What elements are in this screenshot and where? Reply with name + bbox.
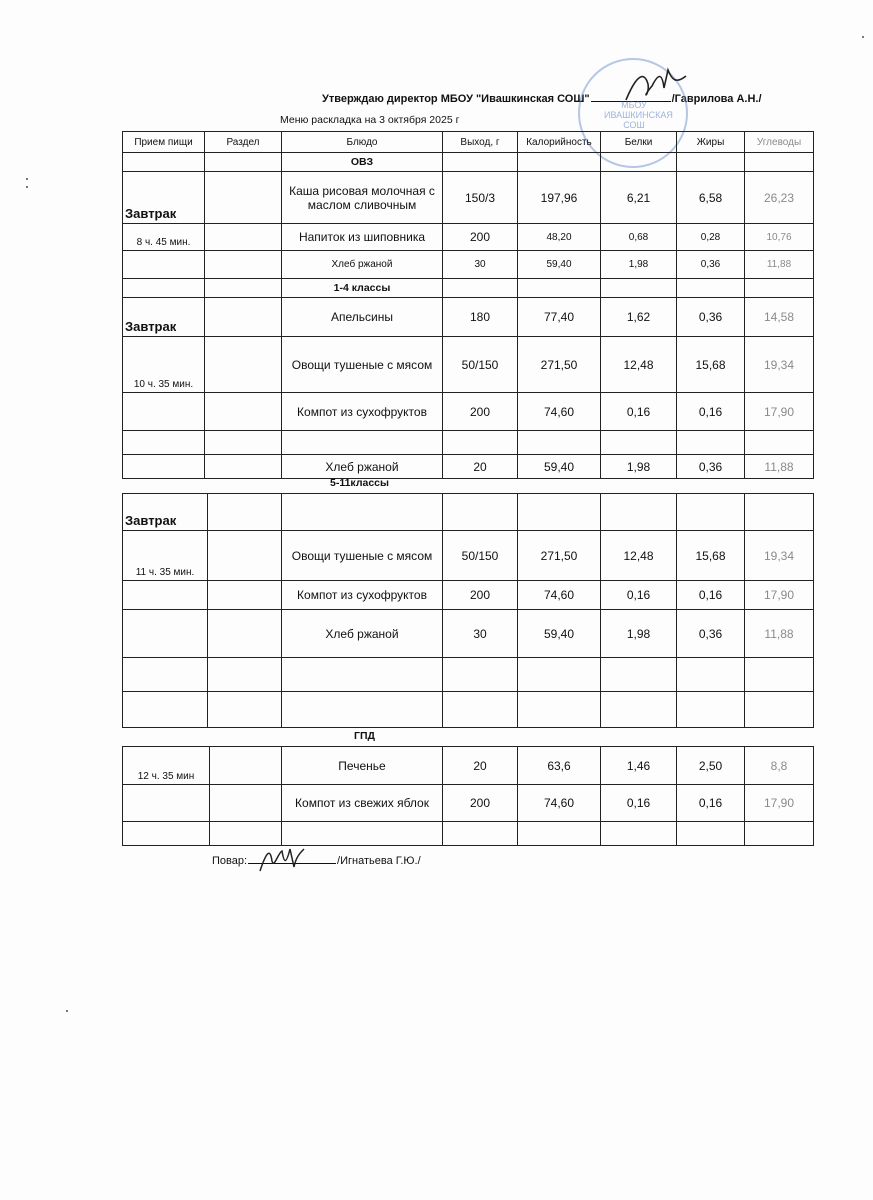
dish-name: Хлеб ржаной bbox=[282, 251, 443, 279]
dish-output: 200 bbox=[443, 581, 518, 610]
dish-calories: 197,96 bbox=[518, 172, 601, 224]
dish-calories: 74,60 bbox=[518, 581, 601, 610]
dish-fat: 15,68 bbox=[677, 531, 745, 581]
cook-signature bbox=[256, 843, 306, 875]
header-section: Раздел bbox=[205, 132, 282, 153]
table-row bbox=[123, 581, 814, 610]
dish-name: Овощи тушеные с мясом bbox=[282, 337, 443, 393]
dish-fat: 6,58 bbox=[677, 172, 745, 224]
scan-speck bbox=[26, 186, 28, 188]
dish-protein: 1,98 bbox=[601, 455, 677, 479]
dish-name: Хлеб ржаной bbox=[282, 455, 443, 479]
dish-name: Каша рисовая молочная с маслом сливочным bbox=[282, 172, 443, 224]
section-row bbox=[123, 279, 814, 298]
table-row bbox=[123, 431, 814, 455]
dish-calories: 74,60 bbox=[518, 785, 601, 822]
menu-table-5-11 bbox=[122, 493, 814, 728]
dish-carbs: 14,58 bbox=[745, 298, 814, 337]
dish-fat: 0,16 bbox=[677, 785, 745, 822]
menu-title: Меню раскладка на 3 октября 2025 г bbox=[280, 114, 460, 126]
dish-calories: 74,60 bbox=[518, 393, 601, 431]
header-calories: Калорийность bbox=[518, 132, 601, 153]
meal-name: Завтрак bbox=[123, 494, 208, 531]
dish-protein: 1,62 bbox=[601, 298, 677, 337]
meal-time: 11 ч. 35 мин. bbox=[123, 531, 208, 581]
approval-line bbox=[322, 91, 762, 105]
dish-fat: 0,16 bbox=[677, 393, 745, 431]
dish-output: 200 bbox=[443, 785, 518, 822]
header-dish: Блюдо bbox=[282, 132, 443, 153]
dish-output: 20 bbox=[443, 747, 518, 785]
dish-protein: 1,98 bbox=[601, 251, 677, 279]
dish-protein: 0,68 bbox=[601, 224, 677, 251]
table-row bbox=[123, 455, 814, 479]
dish-calories: 59,40 bbox=[518, 455, 601, 479]
dish-name: Компот из сухофруктов bbox=[282, 581, 443, 610]
dish-output: 20 bbox=[443, 455, 518, 479]
dish-protein: 12,48 bbox=[601, 337, 677, 393]
meal-time: 12 ч. 35 мин bbox=[123, 747, 210, 785]
header-protein: Белки bbox=[601, 132, 677, 153]
dish-protein: 1,98 bbox=[601, 610, 677, 658]
header-fat: Жиры bbox=[677, 132, 745, 153]
dish-calories: 63,6 bbox=[518, 747, 601, 785]
dish-carbs: 17,90 bbox=[745, 785, 814, 822]
header-row bbox=[123, 132, 814, 153]
menu-table-main bbox=[122, 131, 814, 479]
dish-name: Компот из свежих яблок bbox=[282, 785, 443, 822]
section-5-11: 5-11классы bbox=[330, 477, 389, 489]
dish-carbs: 19,34 bbox=[745, 337, 814, 393]
meal-name: Завтрак bbox=[123, 172, 205, 224]
table-row bbox=[123, 822, 814, 846]
dish-carbs: 11,88 bbox=[745, 610, 814, 658]
menu-table-gpd bbox=[122, 746, 814, 846]
dish-fat: 0,28 bbox=[677, 224, 745, 251]
approval-text: Утверждаю директор МБОУ "Ивашкинская СОШ" bbox=[322, 93, 590, 105]
dish-protein: 6,21 bbox=[601, 172, 677, 224]
dish-fat: 0,36 bbox=[677, 455, 745, 479]
dish-calories: 48,20 bbox=[518, 224, 601, 251]
dish-name: Овощи тушеные с мясом bbox=[282, 531, 443, 581]
dish-name: Хлеб ржаной bbox=[282, 610, 443, 658]
dish-carbs: 26,23 bbox=[745, 172, 814, 224]
dish-carbs: 17,90 bbox=[745, 581, 814, 610]
table-row bbox=[123, 172, 814, 224]
table-row bbox=[123, 393, 814, 431]
dish-protein: 0,16 bbox=[601, 581, 677, 610]
dish-fat: 0,36 bbox=[677, 610, 745, 658]
dish-fat: 0,36 bbox=[677, 298, 745, 337]
dish-fat: 0,36 bbox=[677, 251, 745, 279]
table-row bbox=[123, 531, 814, 581]
dish-name: Напиток из шиповника bbox=[282, 224, 443, 251]
dish-carbs: 11,88 bbox=[745, 455, 814, 479]
dish-calories: 77,40 bbox=[518, 298, 601, 337]
dish-fat: 0,16 bbox=[677, 581, 745, 610]
table-row bbox=[123, 785, 814, 822]
stamp-text: МБОУ ИВАШКИНСКАЯ СОШ bbox=[604, 100, 673, 130]
table-row bbox=[123, 494, 814, 531]
scan-speck bbox=[26, 178, 28, 180]
dish-protein: 0,16 bbox=[601, 785, 677, 822]
dish-carbs: 19,34 bbox=[745, 531, 814, 581]
dish-calories: 271,50 bbox=[518, 337, 601, 393]
meal-name: Завтрак bbox=[123, 298, 205, 337]
dish-carbs: 17,90 bbox=[745, 393, 814, 431]
header-meal: Прием пищи bbox=[123, 132, 205, 153]
dish-output: 30 bbox=[443, 610, 518, 658]
meal-time: 10 ч. 35 мин. bbox=[123, 337, 205, 393]
dish-name: Компот из сухофруктов bbox=[282, 393, 443, 431]
section-row bbox=[123, 153, 814, 172]
approver-name: /Гаврилова А.Н./ bbox=[671, 93, 762, 105]
dish-protein: 1,46 bbox=[601, 747, 677, 785]
dish-carbs: 10,76 bbox=[745, 224, 814, 251]
table-row bbox=[123, 251, 814, 279]
dish-output: 200 bbox=[443, 224, 518, 251]
table-row bbox=[123, 747, 814, 785]
dish-calories: 59,40 bbox=[518, 610, 601, 658]
scan-speck bbox=[66, 1010, 68, 1012]
dish-carbs: 8,8 bbox=[745, 747, 814, 785]
table-row bbox=[123, 337, 814, 393]
dish-carbs: 11,88 bbox=[745, 251, 814, 279]
dish-calories: 271,50 bbox=[518, 531, 601, 581]
section-ovz: ОВЗ bbox=[282, 153, 443, 172]
section-gpd: ГПД bbox=[354, 730, 375, 742]
meal-time: 8 ч. 45 мин. bbox=[123, 224, 205, 251]
table-row bbox=[123, 692, 814, 728]
section-1-4: 1-4 классы bbox=[282, 279, 443, 298]
scan-speck bbox=[862, 36, 864, 38]
cook-label: Повар: bbox=[212, 855, 248, 867]
dish-name: Апельсины bbox=[282, 298, 443, 337]
dish-protein: 12,48 bbox=[601, 531, 677, 581]
dish-output: 30 bbox=[443, 251, 518, 279]
director-signature bbox=[622, 66, 692, 106]
table-row bbox=[123, 658, 814, 692]
dish-output: 50/150 bbox=[443, 531, 518, 581]
header-output: Выход, г bbox=[443, 132, 518, 153]
dish-output: 50/150 bbox=[443, 337, 518, 393]
cook-name: /Игнатьева Г.Ю./ bbox=[337, 855, 421, 867]
cook-line bbox=[212, 853, 421, 867]
dish-output: 180 bbox=[443, 298, 518, 337]
dish-calories: 59,40 bbox=[518, 251, 601, 279]
dish-output: 150/3 bbox=[443, 172, 518, 224]
dish-name: Печенье bbox=[282, 747, 443, 785]
table-row bbox=[123, 610, 814, 658]
dish-fat: 15,68 bbox=[677, 337, 745, 393]
table-row bbox=[123, 224, 814, 251]
dish-fat: 2,50 bbox=[677, 747, 745, 785]
header-carbs: Углеводы bbox=[745, 132, 814, 153]
table-row bbox=[123, 298, 814, 337]
dish-protein: 0,16 bbox=[601, 393, 677, 431]
dish-output: 200 bbox=[443, 393, 518, 431]
